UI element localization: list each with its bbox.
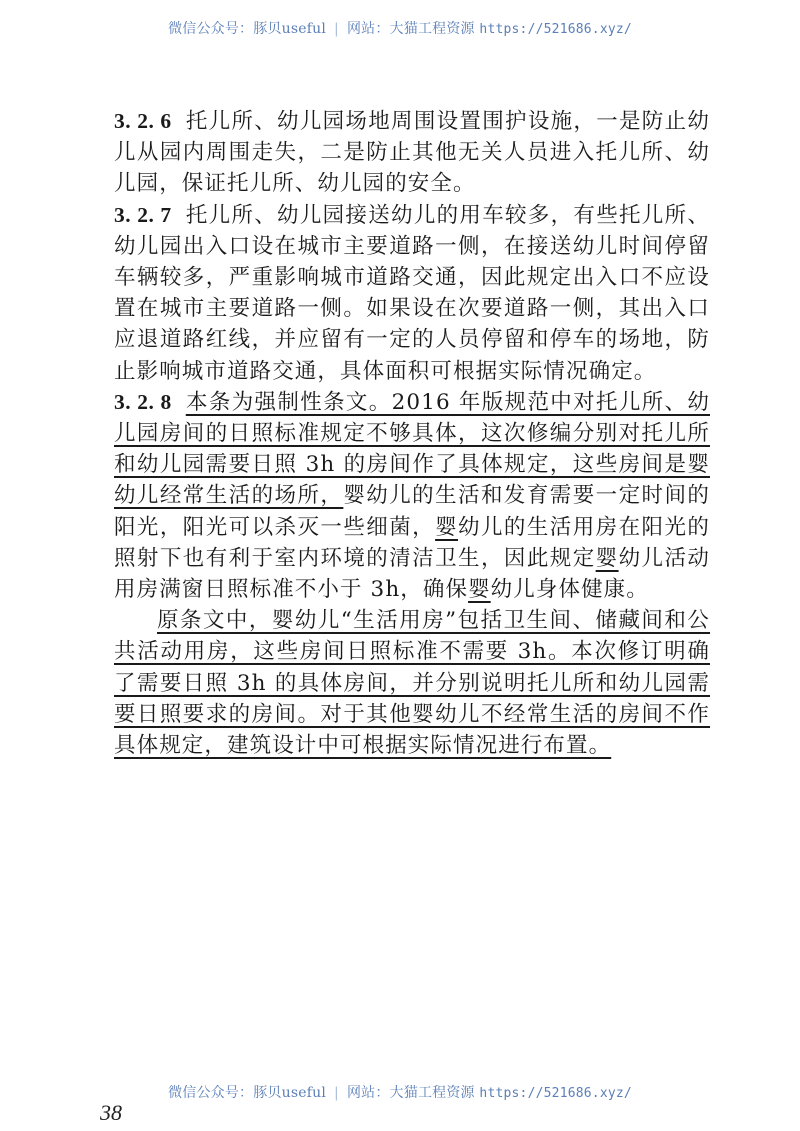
watermark-url: https://521686.xyz/: [479, 1086, 632, 1101]
clause-text: 幼儿身体健康。: [490, 577, 649, 603]
watermark-account: 微信公众号：豚贝useful: [168, 1085, 327, 1101]
watermark-site: 网站：大猫工程资源: [346, 21, 475, 37]
page-number: 38: [100, 1100, 122, 1125]
clause-3-2-8: [114, 387, 710, 605]
clause-text: 托儿所、幼儿园场地周围设置围护设施，一是防止幼儿从园内周围走失，二是防止其他无关人员进入托儿所、幼儿园，保证托儿所、幼儿园的安全。: [114, 109, 711, 197]
watermark-site: 网站：大猫工程资源: [346, 1085, 475, 1101]
clause-text: 托儿所、幼儿园接送幼儿的用车较多，有些托儿所、幼儿园出入口设在城市主要道路一侧，在接送幼儿时间停留车辆较多，严重影响城市道路交通，因此规定出入口不应设置在城市主要道路一侧。如果设在次要道路一侧，其出入口应退道路红线，并应留有一定的人员停留和停车的场地，防止影响城市道路交通，具体面积可根据实际情况确定。: [114, 202, 711, 384]
watermark-separator: |: [334, 21, 339, 37]
clause-text: 幼儿活动用房满窗日照标准不小于 3h，确保: [114, 545, 710, 603]
watermark-footer: [0, 1082, 800, 1102]
explanation-text: 原条文中，婴幼儿“生活用房”包括卫生间、储藏间和公共活动用房，这些房间日照标准不需要 3h。本次修订明确了需要日照 3h 的具体房间，并分别说明托儿所和幼儿园需要日照要求的房间。对于其他婴幼儿不经常生活的房间不作具体规定，建筑设计中可根据实际情况进行布置。: [114, 608, 710, 759]
revised-char: 婴: [435, 514, 459, 540]
watermark-header: [0, 18, 800, 38]
revised-char: 婴: [595, 545, 619, 571]
document-body: [114, 106, 710, 761]
watermark-url: https://521686.xyz/: [479, 22, 632, 37]
clause-number: 3. 2. 7: [114, 202, 172, 227]
clause-text: 幼儿的生活用房在阳光的照射下也有利于室内环境的清洁卫生，因此规定: [114, 514, 710, 571]
clause-3-2-6: [114, 106, 710, 200]
clause-3-2-8-explanation: [114, 605, 710, 761]
clause-3-2-7: [114, 200, 710, 387]
clause-text: 婴幼儿的生活和发育需要一定时间的阳光，阳光可以杀灭一些细菌，: [114, 483, 710, 540]
clause-number: 3. 2. 8: [114, 389, 172, 414]
clause-number: 3. 2. 6: [114, 109, 172, 133]
watermark-account: 微信公众号：豚贝useful: [168, 21, 327, 37]
revised-char: 婴: [468, 577, 491, 603]
mandatory-clause-text: 本条为强制性条文。2016 年版规范中对托儿所、幼儿园房间的日照标准规定不够具体，这次修编分别对托儿所和幼儿园需要日照 3h 的房间作了具体规定，这些房间是婴幼儿经常生活的场所，: [114, 389, 710, 509]
watermark-separator: |: [334, 1085, 339, 1101]
